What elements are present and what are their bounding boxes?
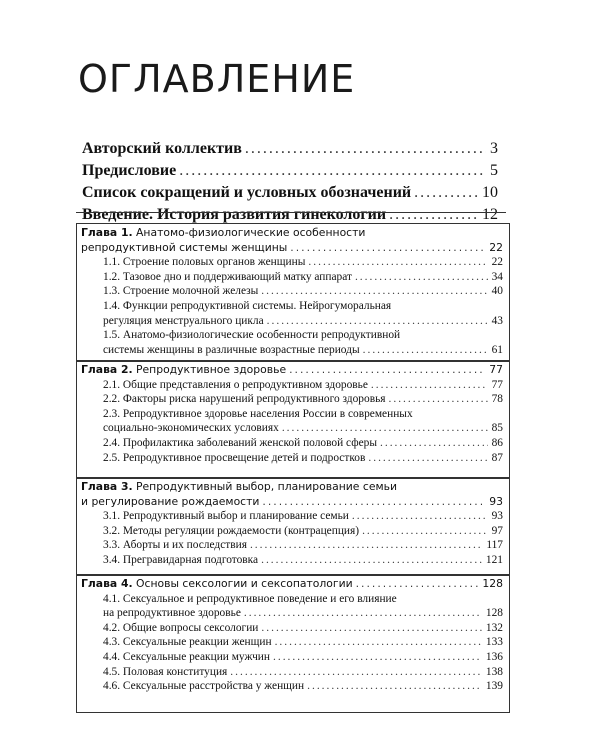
page-number: 86 — [491, 436, 503, 449]
toc-entry-section-1-2[interactable] — [81, 270, 503, 285]
entry-text: 4.4. Сексуальные реакции мужчин — [103, 650, 270, 663]
page-number: 93 — [491, 510, 503, 523]
page-number: 12 — [482, 206, 498, 223]
entry-text: 4.5. Половая конституция — [103, 665, 228, 678]
leader-dots — [352, 509, 488, 524]
leader-dots — [230, 665, 482, 680]
toc-entry-chapter-4[interactable] — [81, 577, 503, 592]
page-number: 97 — [491, 524, 503, 537]
leader-dots — [356, 577, 479, 592]
front-matter-list — [82, 140, 498, 228]
leader-dots — [273, 650, 482, 665]
toc-entry-section-2-1[interactable] — [81, 378, 503, 393]
leader-dots — [261, 621, 482, 636]
entry-text: регуляция менструального цикла — [103, 314, 264, 327]
leader-dots — [245, 140, 486, 158]
page-number: 133 — [485, 636, 503, 649]
entry-text: 1.4. Функции репродуктивной системы. Нейрогуморальная — [103, 299, 392, 312]
leader-dots — [414, 184, 478, 202]
leader-dots — [244, 606, 482, 621]
entry-text: 4.1. Сексуальное и репродуктивное поведение и его влияние — [103, 592, 397, 605]
leader-dots — [261, 284, 487, 299]
chapter-label: Глава 4. — [81, 577, 133, 590]
leader-dots — [275, 635, 482, 650]
page-number: 61 — [491, 343, 503, 356]
entry-text: 2.5. Репродуктивное просвещение детей и подростков — [103, 451, 366, 464]
toc-entry-chapter-2[interactable] — [81, 363, 503, 378]
chapter-label: Глава 2. — [81, 363, 133, 376]
leader-dots — [389, 392, 488, 407]
toc-entry-section-3-3[interactable] — [81, 538, 503, 553]
chapter-3-block — [76, 477, 510, 576]
leader-dots — [371, 378, 488, 393]
toc-entry-section-2-4[interactable] — [81, 436, 503, 451]
entry-text: 3.1. Репродуктивный выбор и планирование семьи — [103, 510, 349, 523]
entry-text: 1.5. Анатомо-физиологические особенности репродуктивной — [103, 329, 401, 342]
toc-entry-authors[interactable] — [82, 140, 498, 158]
toc-entry-section-1-1[interactable] — [81, 255, 503, 270]
toc-entry-introduction[interactable] — [82, 206, 498, 224]
toc-entry-section-4-6[interactable] — [81, 679, 503, 694]
toc-entry-section-2-2[interactable] — [81, 392, 503, 407]
entry-text: 1.3. Строение молочной железы — [103, 285, 259, 298]
page-number: 43 — [491, 314, 503, 327]
entry-text: Предисловие — [82, 162, 177, 179]
chapter-title-line: репродуктивной системы женщины — [81, 240, 288, 254]
leader-dots — [261, 553, 482, 568]
page-number: 78 — [491, 393, 503, 406]
toc-entry-section-4-4[interactable] — [81, 650, 503, 665]
page-number: 77 — [489, 363, 503, 376]
entry-text: 2.1. Общие представления о репродуктивном здоровье — [103, 378, 368, 391]
leader-dots — [307, 679, 482, 694]
page-number: 3 — [490, 140, 498, 157]
chapter-1-block — [76, 223, 510, 362]
toc-entry-section-2-3[interactable] — [81, 407, 503, 436]
chapter-label: Глава 3. — [81, 480, 133, 493]
leader-dots — [380, 436, 488, 451]
chapter-title-line: Репродуктивное здоровье — [136, 363, 287, 376]
chapter-title-line: Основы сексологии и сексопатологии — [136, 577, 353, 590]
entry-text: Авторский коллектив — [82, 140, 242, 157]
leader-dots — [262, 495, 485, 510]
toc-entry-section-4-1[interactable] — [81, 592, 503, 621]
toc-entry-abbreviations[interactable] — [82, 184, 498, 202]
page-number: 10 — [482, 184, 498, 201]
page-number: 132 — [485, 621, 503, 634]
toc-entry-section-3-4[interactable] — [81, 553, 503, 568]
toc-entry-section-1-5[interactable] — [81, 328, 503, 357]
chapter-title-line: Анатомо-физиологические особенности — [136, 226, 366, 239]
entry-text: Список сокращений и условных обозначений — [82, 184, 412, 201]
chapter-4-block — [76, 574, 510, 713]
leader-dots — [250, 538, 482, 553]
toc-entry-chapter-3[interactable] — [81, 480, 503, 509]
page-number: 85 — [491, 422, 503, 435]
page-number: 5 — [490, 162, 498, 179]
toc-entry-section-4-3[interactable] — [81, 635, 503, 650]
page-number: 136 — [485, 650, 503, 663]
toc-entry-section-3-1[interactable] — [81, 509, 503, 524]
leader-dots — [368, 451, 487, 466]
entry-text: социально-экономических условиях — [103, 422, 279, 435]
toc-entry-preface[interactable] — [82, 162, 498, 180]
entry-text: 1.2. Тазовое дно и поддерживающий матку аппарат — [103, 270, 352, 283]
page-number: 117 — [486, 539, 503, 552]
page-number: 139 — [485, 680, 503, 693]
toc-entry-section-1-4[interactable] — [81, 299, 503, 328]
leader-dots — [282, 421, 488, 436]
section-divider — [76, 212, 506, 213]
toc-entry-section-4-2[interactable] — [81, 621, 503, 636]
page-number: 121 — [485, 553, 503, 566]
entry-text: 2.4. Профилактика заболеваний женской половой сферы — [103, 436, 378, 449]
entry-text: 2.2. Факторы риска нарушений репродуктивного здоровья — [103, 393, 386, 406]
leader-dots — [267, 314, 488, 329]
leader-dots — [389, 206, 478, 224]
toc-entry-section-1-3[interactable] — [81, 284, 503, 299]
chapter-title-line: и регулирование рождаемости — [81, 494, 260, 508]
page-number: 128 — [485, 607, 503, 620]
leader-dots — [179, 162, 486, 180]
entry-text: на репродуктивное здоровье — [103, 607, 241, 620]
leader-dots — [363, 343, 488, 358]
page-number: 34 — [491, 270, 503, 283]
chapter-label: Глава 1. — [81, 226, 133, 239]
toc-entry-section-4-5[interactable] — [81, 665, 503, 680]
toc-entry-section-3-2[interactable] — [81, 524, 503, 539]
page-title: ОГЛАВЛЕНИЕ — [78, 57, 356, 101]
leader-dots — [355, 270, 488, 285]
leader-dots — [290, 241, 485, 256]
leader-dots — [308, 255, 487, 270]
entry-text: 4.3. Сексуальные реакции женщин — [103, 636, 272, 649]
page-number: 22 — [489, 240, 503, 254]
entry-text: 4.2. Общие вопросы сексологии — [103, 621, 259, 634]
entry-text: 1.1. Строение половых органов женщины — [103, 256, 306, 269]
entry-text: Введение. История развития гинекологии — [82, 206, 387, 223]
entry-text: 4.6. Сексуальные расстройства у женщин — [103, 680, 305, 693]
entry-text: 3.4. Прегравидарная подготовка — [103, 553, 259, 566]
page-number: 138 — [485, 665, 503, 678]
entry-text: системы женщины в различные возрастные периоды — [103, 343, 360, 356]
leader-dots — [289, 363, 485, 378]
entry-text: 2.3. Репродуктивное здоровье населения России в современных — [103, 407, 413, 420]
chapter-title-line: Репродуктивный выбор, планирование семьи — [136, 480, 397, 493]
entry-text: 3.2. Методы регуляции рождаемости (контрацепция) — [103, 524, 360, 537]
page-number: 22 — [491, 256, 503, 269]
toc-entry-chapter-1[interactable] — [81, 226, 503, 255]
page-number: 93 — [489, 494, 503, 508]
page-number: 77 — [491, 378, 503, 391]
toc-entry-section-2-5[interactable] — [81, 451, 503, 466]
page-number: 40 — [491, 285, 503, 298]
page-number: 128 — [482, 577, 503, 590]
entry-text: 3.3. Аборты и их последствия — [103, 539, 247, 552]
chapter-2-block — [76, 360, 510, 479]
leader-dots — [362, 524, 488, 539]
page-number: 87 — [491, 451, 503, 464]
